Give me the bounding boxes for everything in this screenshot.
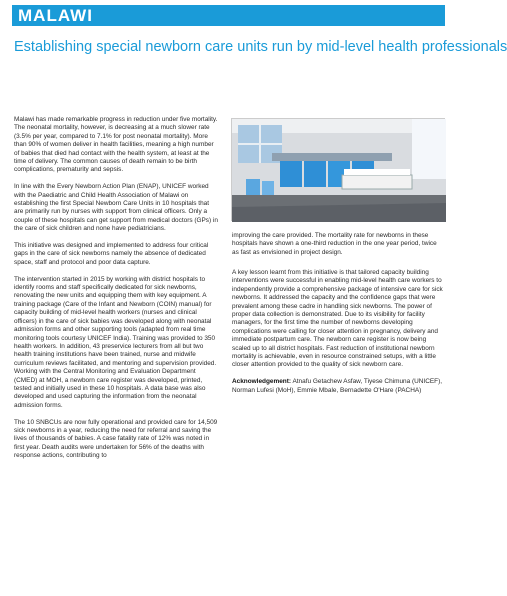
ward-photo (231, 118, 445, 221)
right-column-top (232, 232, 444, 266)
paragraph: In line with the Every Newborn Action Plan (ENAP), UNICEF worked with the Paediatric and Child Health Association of Malawi on establishing the first Special Newborn Care Units in 10 hospitals that are primarily run by nurses with support from clinical officers. Only a couple of these hospitals can get support from medical doctors (GPs) in the care of sick children and none have pediatricians. (14, 183, 218, 233)
newborn-unit-photo (232, 119, 446, 222)
paragraph: Malawi has made remarkable progress in reduction under five mortality. The neonatal mortality, however, is decreasing at a much slower rate (3.5% per year, compared to 7.1% for post neonatal mortality). More than 90% of women deliver in health facilities, meaning a high number of babies that died had contact with the health system, at least at the time of delivery. The common causes of death remain to be birth complications, prematurity and sepsis. (14, 116, 218, 174)
paragraph: This initiative was designed and implemented to address four critical gaps in the care of sick newborns namely the absence of dedicated space, staff and protocol and poor data capture. (14, 242, 209, 266)
country-banner: MALAWI (12, 5, 445, 26)
article-headline: Establishing special newborn care units run by mid-level health professionals (14, 39, 507, 55)
paragraph: The intervention started in 2015 by working with district hospitals to identify rooms and staff specifically dedicated for sick newborns, renovating the new units and equipping them with key equipment. A training package (Care of the Infant and Newborn (COIN) manual) for capacity building of mid-level health workers (nurses and clinical officers) in the care of sick babies was developed along with neonatal admission forms and other supporting tools (adapted from real time monitoring tools courtesy UNICEF India). Training was provided to 350 health workers. In addition, 43 preservice lecturers from all but two health training institutions have been trained, nurse and midwife curriculum reviews facilitated, and mentoring and supervision provided. Working with the Central Monitoring and Evaluation Department (CMED) at MOH, a newborn care register was developed, printed, tested and initially used in these 10 hospitals. A data base was also developed and used capturing the information from the neonatal admission forms. (14, 275, 217, 409)
paragraph: improving the care provided. The mortality rate for newborns in these hospitals have shown a one-third reduction in the one year period, twice as fast as envisioned in project design. (232, 232, 437, 256)
paragraph: A key lesson learnt from this initiative is that tailored capacity building interventions were successful in enabling mid-level health care workers to independently provide a comprehensive package of intensive care for sick newborns. It addressed the capacity and the confidence gaps that were prevalent among these cadre in handling sick newborns. The power of proper data collection is demonstrated. Due to its visibility for facility managers, for the first time the number of newborns developing complications were calling for closer attention in pregnancy, delivery and immediate postpartum care. The newborn care register is now being scaled up to all district hospitals. Fast reduction of institutional newborn mortality is achievable, even in resource constrained setups, with a little closer attention provided to the quality of sick newborn care. (232, 269, 443, 369)
left-column (14, 116, 219, 469)
acknowledgement (232, 378, 444, 395)
paragraph: The 10 SNBCUs are now fully operational and provided care for 14,509 sick newborns in a year, reducing the need for referral and saving the lives of thousands of babies. A case fatality rate of 12% was noted in first year. Death audits were undertaken for 56% of the deaths with response actions, contributing to (14, 418, 218, 460)
acknowledgement-text: Atnafu Getachew Asfaw, Tiyese Chimuna (UNICEF), Norman Lufesi (MoH), Emmie Mbale, Bernadette O'Hare (PACHA) (232, 378, 443, 394)
acknowledgement-label: Acknowledgement: (232, 378, 292, 386)
right-column (232, 269, 444, 403)
